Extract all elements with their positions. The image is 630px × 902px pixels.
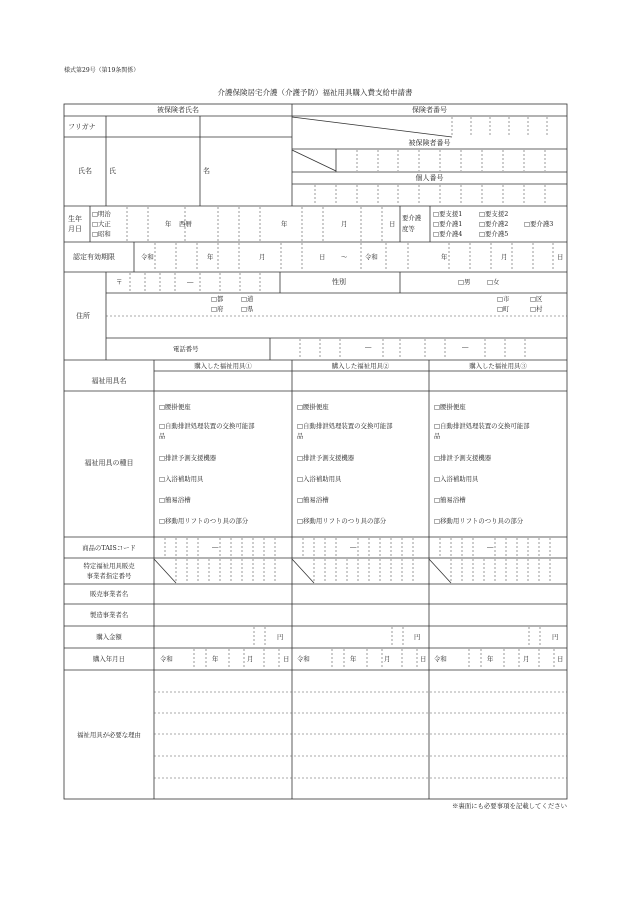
level-kaigo5-checkbox[interactable]: □要介護5 (479, 230, 509, 238)
city-mura-checkbox[interactable]: □村 (530, 305, 543, 313)
gender-label: 性別 (332, 278, 346, 286)
footer-note: ※裏面にも必要事項を記載してください (451, 802, 567, 810)
city-machi-checkbox[interactable]: □町 (497, 305, 510, 313)
tais-dash-2: ― (350, 543, 357, 551)
type-nyuyoku-2[interactable]: □入浴補助用具 (297, 475, 342, 483)
level-kaigo2-checkbox[interactable]: □要介護2 (479, 220, 509, 228)
type-yokuso-1[interactable]: □簡易浴槽 (159, 496, 191, 504)
reason-label: 福祉用具が必要な理由 (77, 731, 141, 739)
type-jido-3[interactable]: □自動排泄処理装置の交換可能部 (434, 422, 530, 430)
seireki-label: 西暦 (179, 220, 192, 228)
validity-start-era: 令和 (141, 253, 154, 261)
type-jido-2[interactable]: □自動排泄処理装置の交換可能部 (297, 422, 393, 430)
level-kaigo1-checkbox[interactable]: □要介護1 (433, 220, 463, 228)
birth-label-2: 月日 (68, 225, 82, 233)
seireki-year-label: 年 (281, 220, 288, 228)
pref-to-checkbox[interactable]: □都 (211, 295, 224, 303)
validity-tilde: ～ (341, 253, 348, 261)
form-number: 様式第29号（第19条関係） (64, 67, 140, 74)
validity-start-day: 日 (319, 253, 326, 261)
date-label: 購入年月日 (93, 655, 125, 663)
birth-day-label: 日 (389, 220, 396, 228)
gender-male-checkbox[interactable]: □男 (458, 278, 471, 286)
postal-dash: ― (187, 278, 194, 286)
date-year-1: 年 (212, 655, 219, 663)
insurer-number-label: 保険者番号 (412, 106, 447, 114)
insured-number-label: 被保険者番号 (408, 139, 451, 147)
seller-label: 販売事業者名 (89, 590, 129, 598)
date-year-3: 年 (487, 655, 494, 663)
era-showa-checkbox[interactable]: □昭和 (92, 230, 111, 238)
postal-mark: 〒 (116, 278, 123, 286)
amount-yen-2: 円 (414, 633, 421, 641)
family-name-label: 氏 (109, 167, 116, 175)
type-lift-2[interactable]: □移動用リフトのつり具の部分 (297, 517, 387, 525)
pref-do-checkbox[interactable]: □道 (241, 295, 254, 303)
item-col3-header: 購入した福祉用具③ (469, 362, 527, 370)
given-name-label: 名 (203, 167, 210, 175)
personal-number-label: 個人番号 (415, 174, 444, 182)
level-kaigo4-checkbox[interactable]: □要介護4 (433, 230, 463, 238)
type-nyuyoku-3[interactable]: □入浴補助用具 (434, 475, 479, 483)
phone-label: 電話番号 (173, 345, 199, 353)
designated-label-1: 特定福祉用具販売 (83, 562, 135, 570)
pref-ken-checkbox[interactable]: □県 (241, 305, 254, 313)
type-lift-3[interactable]: □移動用リフトのつり具の部分 (434, 517, 524, 525)
date-era-2: 令和 (297, 655, 310, 663)
date-day-1: 日 (283, 655, 290, 663)
designated-label-2: 事業者指定番号 (86, 572, 132, 580)
validity-label: 認定有効期限 (73, 253, 115, 261)
item-col1-header: 購入した福祉用具① (194, 362, 252, 370)
date-month-3: 月 (523, 655, 530, 663)
birth-month-label: 月 (341, 220, 348, 228)
amount-yen-1: 円 (277, 633, 284, 641)
birth-year-label: 年 (165, 220, 172, 228)
care-level-label-1: 要介護 (402, 214, 422, 222)
date-day-3: 日 (557, 655, 564, 663)
name-label: 氏名 (78, 167, 92, 175)
level-shien2-checkbox[interactable]: □要支援2 (479, 210, 509, 218)
phone-dash-1: ― (365, 343, 372, 351)
type-jido-cont-2: 品 (297, 432, 304, 440)
care-level-label-2: 度等 (402, 225, 415, 233)
era-taisho-checkbox[interactable]: □大正 (92, 220, 111, 228)
type-lift-1[interactable]: □移動用リフトのつり具の部分 (159, 517, 249, 525)
type-koshikake-3[interactable]: □腰掛便座 (434, 403, 466, 411)
type-jido-cont-1: 品 (159, 432, 166, 440)
validity-end-era: 令和 (365, 253, 378, 261)
validity-end-day: 日 (557, 253, 564, 261)
validity-end-month: 月 (501, 253, 508, 261)
form-title: 介護保険居宅介護（介護予防）福祉用具購入費支給申請書 (217, 88, 413, 97)
level-kaigo3-checkbox[interactable]: □要介護3 (524, 220, 554, 228)
type-nyuyoku-1[interactable]: □入浴補助用具 (159, 475, 204, 483)
era-meiji-checkbox[interactable]: □明治 (92, 210, 111, 218)
item-name-label: 福祉用具名 (91, 377, 127, 385)
date-era-1: 令和 (160, 655, 173, 663)
level-shien1-checkbox[interactable]: □要支援1 (433, 210, 463, 218)
name-header: 被保険者氏名 (157, 106, 199, 114)
type-koshikake-1[interactable]: □腰掛便座 (159, 403, 191, 411)
furigana-label: フリガナ (68, 123, 96, 131)
type-yokuso-3[interactable]: □簡易浴槽 (434, 496, 466, 504)
type-haisetsu-1[interactable]: □排泄予測支援機器 (159, 454, 217, 462)
date-day-2: 日 (420, 655, 427, 663)
amount-label: 購入金額 (96, 633, 122, 641)
city-shi-checkbox[interactable]: □市 (497, 295, 510, 303)
pref-fu-checkbox[interactable]: □府 (211, 305, 224, 313)
item-type-label: 福祉用具の種目 (84, 459, 134, 467)
type-haisetsu-3[interactable]: □排泄予測支援機器 (434, 454, 492, 462)
type-yokuso-2[interactable]: □簡易浴槽 (297, 496, 329, 504)
maker-label: 製造事業者名 (89, 611, 129, 619)
item-col2-header: 購入した福祉用具② (331, 362, 390, 370)
validity-end-year: 年 (441, 253, 448, 261)
tais-label: 商品のTAISコード (82, 544, 136, 552)
birth-label-1: 生年 (68, 215, 82, 223)
tais-dash-3: ― (487, 543, 494, 551)
date-month-2: 月 (384, 655, 391, 663)
date-month-1: 月 (247, 655, 254, 663)
address-label: 住所 (76, 312, 90, 320)
date-era-3: 令和 (434, 655, 447, 663)
type-haisetsu-2[interactable]: □排泄予測支援機器 (297, 454, 355, 462)
type-jido-cont-3: 品 (434, 432, 441, 440)
tais-dash-1: ― (212, 543, 219, 551)
city-ku-checkbox[interactable]: □区 (530, 295, 543, 303)
validity-start-month: 月 (259, 253, 266, 261)
amount-yen-3: 円 (552, 633, 559, 641)
date-year-2: 年 (350, 655, 357, 663)
gender-female-checkbox[interactable]: □女 (487, 278, 500, 286)
phone-dash-2: ― (462, 343, 469, 351)
type-koshikake-2[interactable]: □腰掛便座 (297, 403, 329, 411)
type-jido-1[interactable]: □自動排泄処理装置の交換可能部 (159, 422, 255, 430)
validity-start-year: 年 (207, 253, 214, 261)
